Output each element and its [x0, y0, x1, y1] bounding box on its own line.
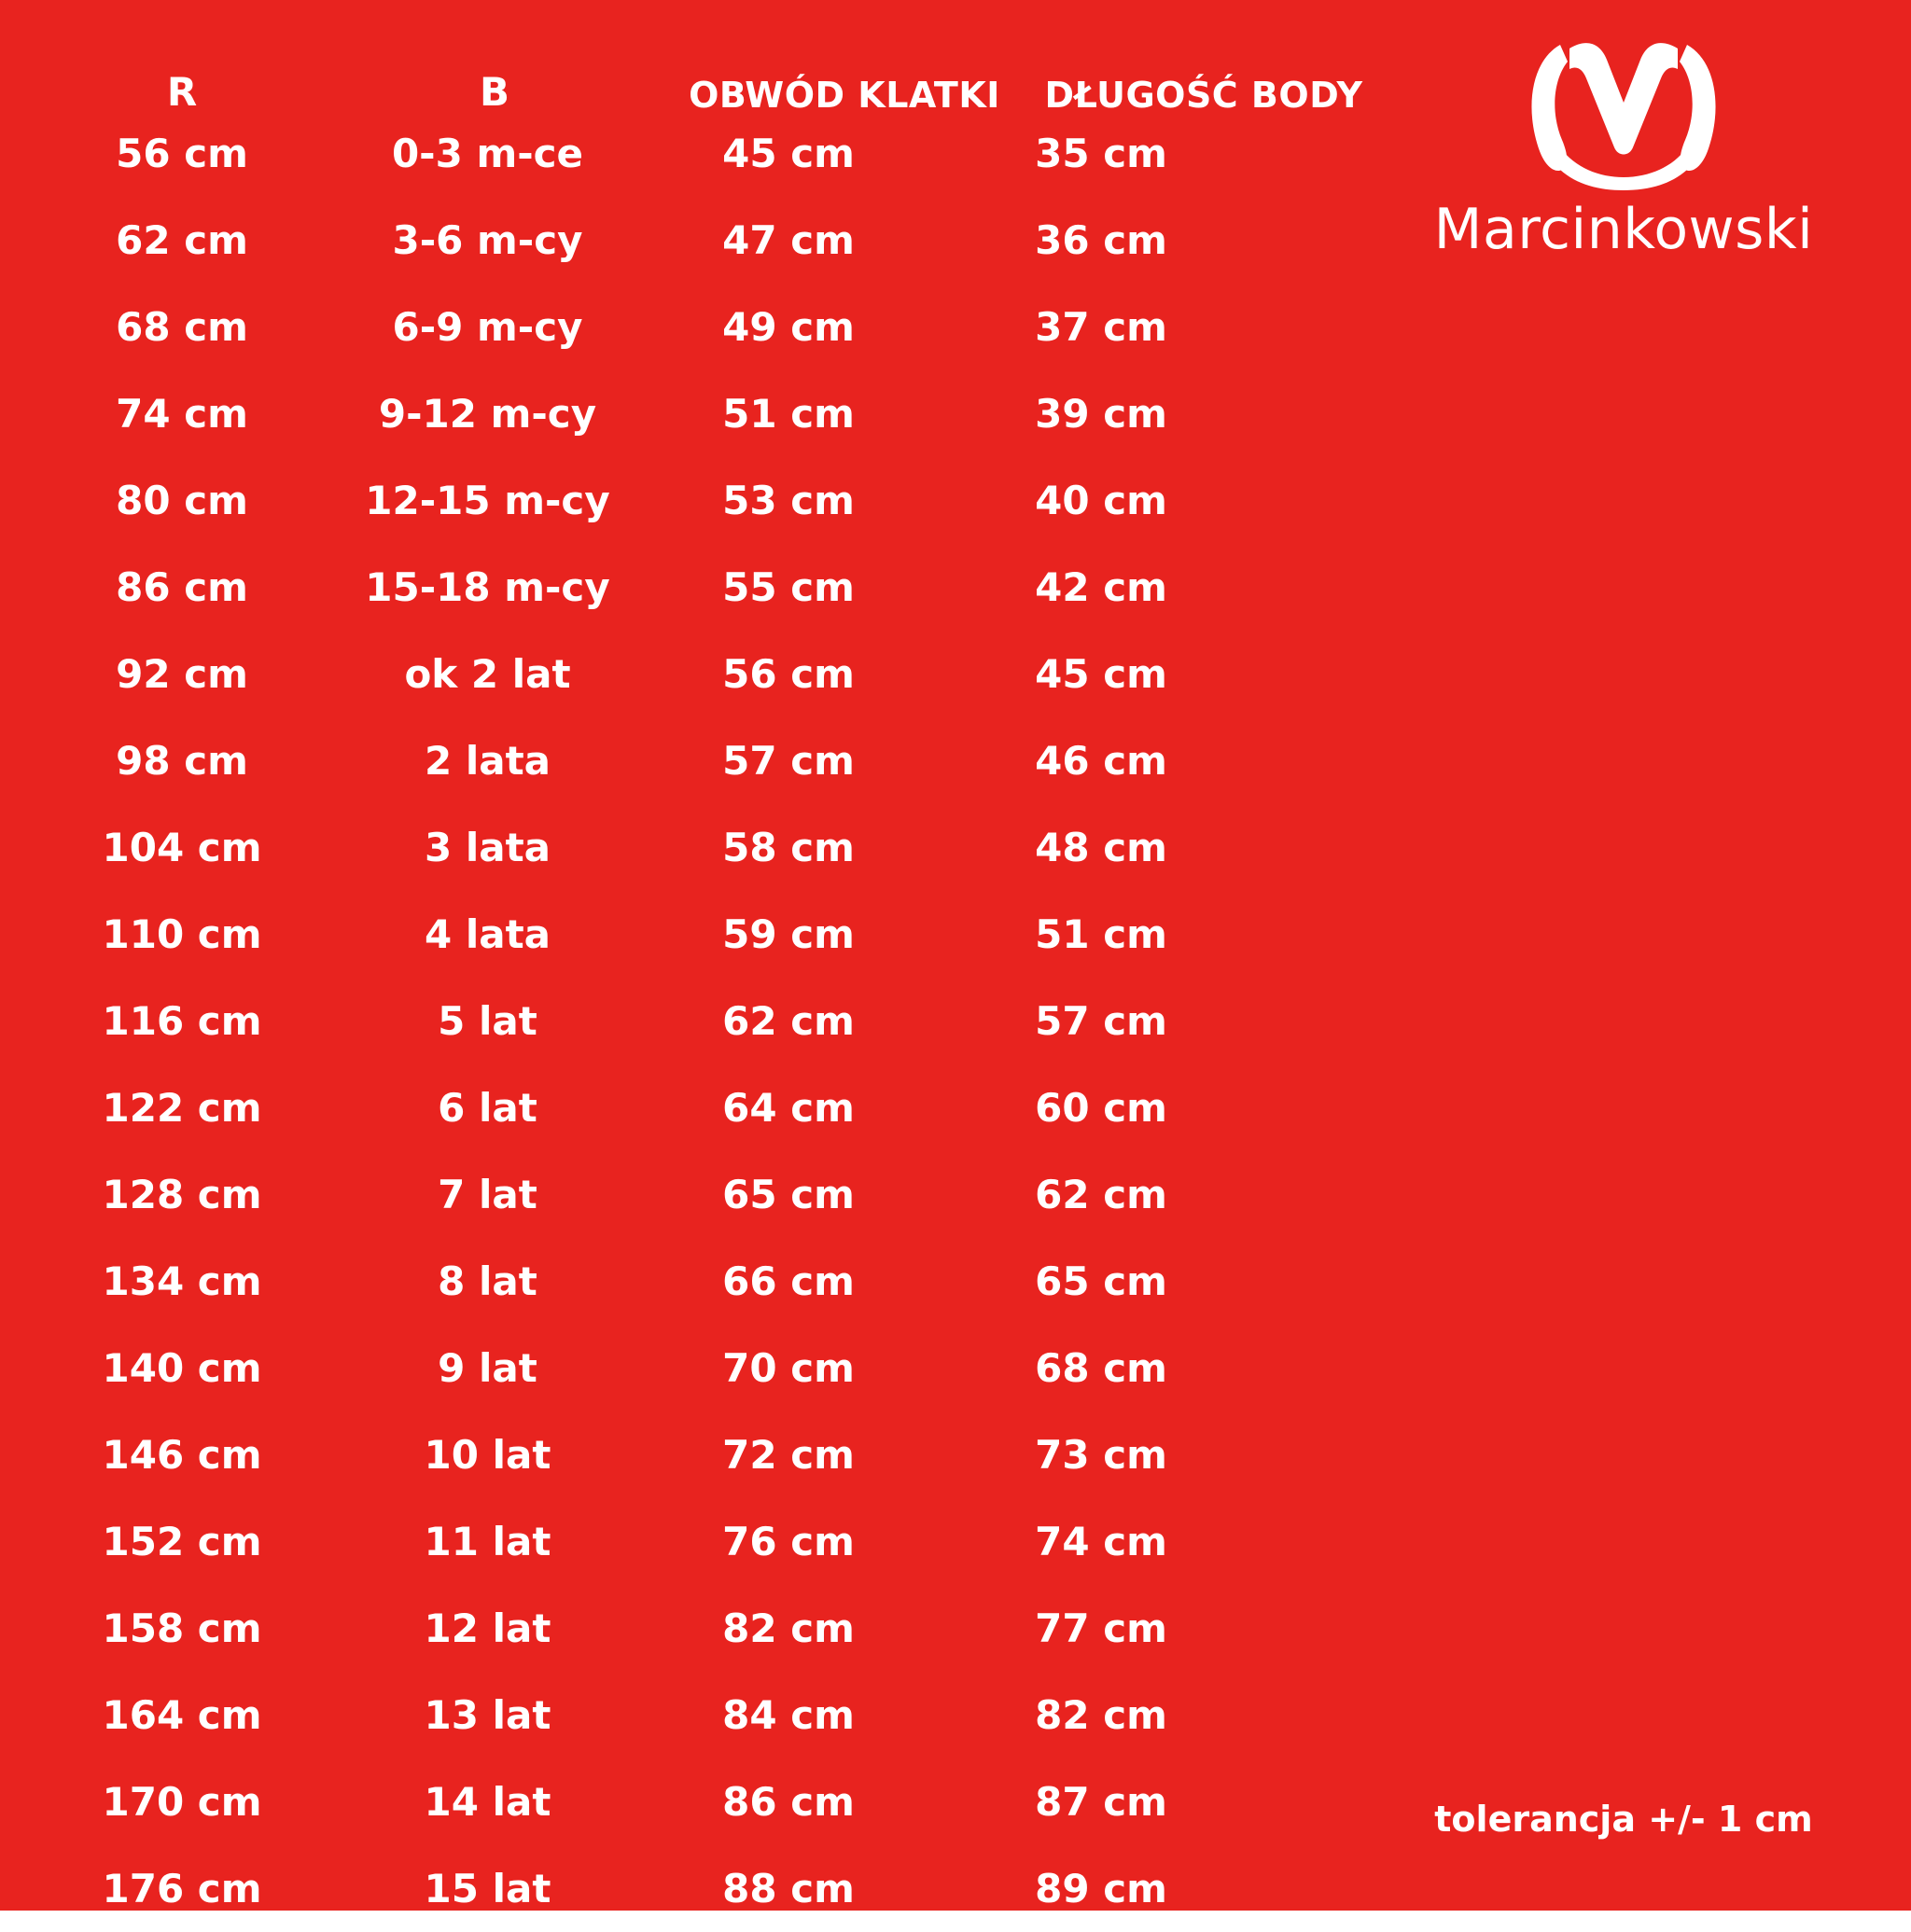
cell-age: ok 2 lat [404, 651, 571, 697]
cell-size: 128 cm [102, 1172, 262, 1217]
cell-size: 134 cm [102, 1258, 262, 1304]
cell-chest: 55 cm [722, 564, 855, 610]
table-row [0, 1672, 1400, 1758]
table-row [0, 1845, 1400, 1932]
cell-chest: 65 cm [722, 1172, 855, 1217]
cell-chest: 58 cm [722, 825, 855, 870]
cell-age: 14 lat [424, 1779, 551, 1825]
table-row [0, 110, 1400, 197]
cell-chest: 82 cm [722, 1605, 855, 1651]
cell-age: 11 lat [424, 1519, 551, 1564]
cell-age: 8 lat [438, 1258, 537, 1304]
cell-age: 6 lat [438, 1085, 537, 1131]
cell-length: 82 cm [1035, 1692, 1167, 1738]
cell-age: 9-12 m-cy [378, 391, 597, 437]
cell-length: 39 cm [1035, 391, 1167, 437]
cell-chest: 56 cm [722, 651, 855, 697]
cell-length: 62 cm [1035, 1172, 1167, 1217]
cell-length: 37 cm [1035, 304, 1167, 350]
cell-size: 110 cm [102, 911, 262, 957]
brand-logo [1372, 28, 1876, 271]
cell-chest: 88 cm [722, 1866, 855, 1911]
table-row [0, 978, 1400, 1064]
table-row [0, 1151, 1400, 1238]
cell-chest: 72 cm [722, 1432, 855, 1478]
table-row [0, 1325, 1400, 1411]
cell-length: 60 cm [1035, 1085, 1167, 1131]
cell-age: 0-3 m-ce [391, 131, 584, 176]
cell-length: 89 cm [1035, 1866, 1167, 1911]
cell-age: 9 lat [438, 1345, 537, 1391]
column-header-chest: OBWÓD KLATKI [689, 75, 1000, 116]
cell-size: 152 cm [102, 1519, 262, 1564]
table-row [0, 457, 1400, 544]
cell-size: 122 cm [102, 1085, 262, 1131]
cell-chest: 66 cm [722, 1258, 855, 1304]
cell-size: 170 cm [102, 1779, 262, 1825]
cell-age: 2 lata [424, 738, 551, 784]
cell-chest: 64 cm [722, 1085, 855, 1131]
column-header-body-length: DŁUGOŚĆ BODY [1044, 75, 1363, 116]
table-row [0, 1758, 1400, 1845]
cell-age: 10 lat [424, 1432, 551, 1478]
cell-chest: 62 cm [722, 998, 855, 1044]
cell-chest: 47 cm [722, 217, 855, 263]
cell-length: 74 cm [1035, 1519, 1167, 1564]
table-row [0, 1238, 1400, 1325]
table-row [0, 1585, 1400, 1672]
cell-length: 51 cm [1035, 911, 1167, 957]
size-table [0, 110, 1400, 1932]
cell-age: 15 lat [424, 1866, 551, 1911]
table-row [0, 891, 1400, 978]
table-row [0, 1064, 1400, 1151]
cell-length: 42 cm [1035, 564, 1167, 610]
cell-age: 13 lat [424, 1692, 551, 1738]
cell-length: 77 cm [1035, 1605, 1167, 1651]
table-row [0, 197, 1400, 284]
tolerance-note: tolerancja +/- 1 cm [1434, 1799, 1813, 1840]
cell-age: 12 lat [424, 1605, 551, 1651]
cell-chest: 76 cm [722, 1519, 855, 1564]
cell-chest: 49 cm [722, 304, 855, 350]
cell-chest: 53 cm [722, 478, 855, 523]
cell-size: 116 cm [102, 998, 262, 1044]
cell-size: 86 cm [116, 564, 248, 610]
table-row [0, 370, 1400, 457]
cell-age: 12-15 m-cy [365, 478, 610, 523]
cell-size: 176 cm [102, 1866, 262, 1911]
table-row [0, 284, 1400, 370]
cell-chest: 86 cm [722, 1779, 855, 1825]
table-row [0, 631, 1400, 717]
cell-age: 4 lata [424, 911, 551, 957]
cell-length: 48 cm [1035, 825, 1167, 870]
cell-age: 3 lata [424, 825, 551, 870]
m-monogram-icon [1502, 28, 1745, 191]
table-row [0, 804, 1400, 891]
cell-length: 36 cm [1035, 217, 1167, 263]
table-row [0, 717, 1400, 804]
cell-age: 3-6 m-cy [392, 217, 583, 263]
cell-length: 57 cm [1035, 998, 1167, 1044]
cell-length: 65 cm [1035, 1258, 1167, 1304]
cell-size: 92 cm [116, 651, 248, 697]
cell-size: 146 cm [102, 1432, 262, 1478]
cell-length: 40 cm [1035, 478, 1167, 523]
cell-age: 7 lat [438, 1172, 537, 1217]
cell-age: 15-18 m-cy [365, 564, 610, 610]
column-header-age: B [479, 69, 509, 115]
cell-size: 68 cm [116, 304, 248, 350]
cell-size: 98 cm [116, 738, 248, 784]
column-header-size: R [166, 69, 198, 115]
cell-age: 6-9 m-cy [392, 304, 583, 350]
cell-chest: 59 cm [722, 911, 855, 957]
cell-length: 45 cm [1035, 651, 1167, 697]
table-row [0, 1411, 1400, 1498]
cell-chest: 70 cm [722, 1345, 855, 1391]
table-row [0, 544, 1400, 631]
cell-size: 104 cm [102, 825, 262, 870]
cell-chest: 45 cm [722, 131, 855, 176]
cell-age: 5 lat [438, 998, 537, 1044]
cell-size: 140 cm [102, 1345, 262, 1391]
cell-size: 56 cm [116, 131, 248, 176]
cell-size: 164 cm [102, 1692, 262, 1738]
cell-size: 74 cm [116, 391, 248, 437]
cell-size: 158 cm [102, 1605, 262, 1651]
cell-chest: 51 cm [722, 391, 855, 437]
cell-length: 87 cm [1035, 1779, 1167, 1825]
table-row [0, 1498, 1400, 1585]
cell-chest: 84 cm [722, 1692, 855, 1738]
cell-length: 46 cm [1035, 738, 1167, 784]
cell-chest: 57 cm [722, 738, 855, 784]
brand-name: Marcinkowski [1433, 197, 1814, 262]
cell-length: 68 cm [1035, 1345, 1167, 1391]
cell-size: 80 cm [116, 478, 248, 523]
cell-size: 62 cm [116, 217, 248, 263]
cell-length: 73 cm [1035, 1432, 1167, 1478]
cell-length: 35 cm [1035, 131, 1167, 176]
